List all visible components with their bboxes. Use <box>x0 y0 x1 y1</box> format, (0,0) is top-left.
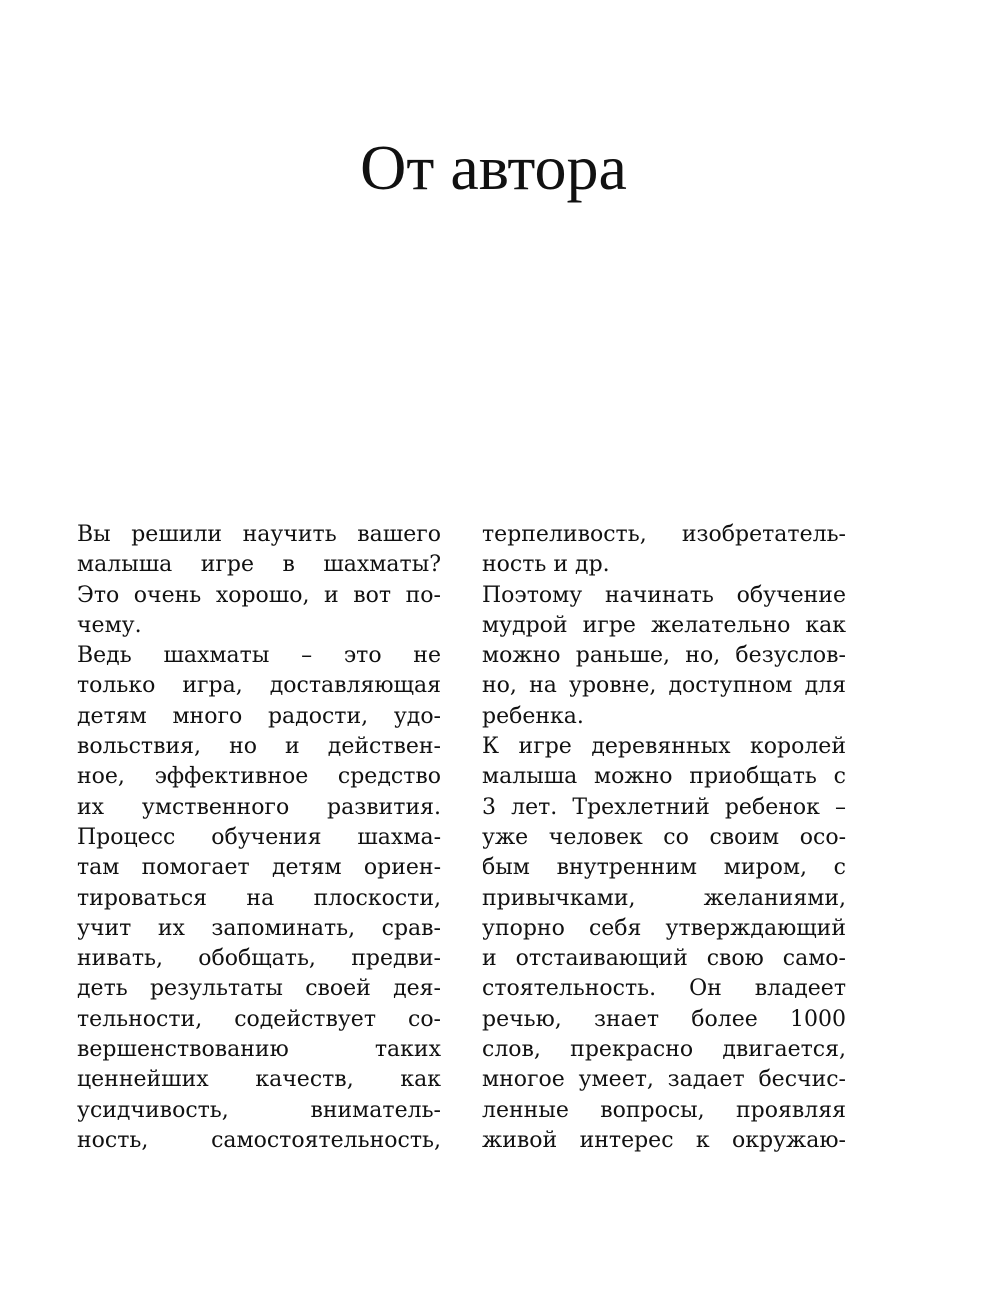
text-line: вершенствованию таких <box>77 1037 441 1063</box>
text-line: ность и др. <box>482 552 610 578</box>
text-line: К игре деревянных королей <box>482 734 846 760</box>
text-line: бым внутренним миром, с <box>482 855 846 881</box>
text-line: Это очень хорошо, и вот по- <box>77 582 441 608</box>
text-line: слов, прекрасно двигается, <box>482 1037 846 1063</box>
text-line: тироваться на плоскости, <box>77 885 441 911</box>
text-line: многое умеет, задает бесчис- <box>482 1067 846 1093</box>
text-line: и отстаивающий свою само- <box>482 946 846 972</box>
text-line: детям много радости, удо- <box>77 703 441 729</box>
text-line: но, на уровне, доступном для <box>482 673 846 699</box>
text-line: малыша игре в шахматы? <box>77 552 441 578</box>
text-line: малыша можно приобщать с <box>482 764 846 790</box>
text-line: уже человек со своим осо- <box>482 824 846 850</box>
text-line: Процесс обучения шахма- <box>77 824 441 850</box>
text-line: вольствия, но и действен- <box>77 734 441 760</box>
text-line: деть результаты своей дея- <box>77 976 441 1002</box>
text-line: ценнейших качеств, как <box>77 1067 441 1093</box>
text-line: ное, эффективное средство <box>77 764 441 790</box>
text-line: нивать, обобщать, предви- <box>77 946 441 972</box>
text-line: чему. <box>77 612 142 638</box>
text-line: терпеливость, изобретатель- <box>482 522 846 547</box>
text-line: там помогает детям ориен- <box>77 855 441 881</box>
text-line: мудрой игре желательно как <box>482 612 846 638</box>
text-line: их умственного развития. <box>77 794 441 820</box>
text-line: учит их запоминать, срав- <box>77 915 441 941</box>
text-line: 3 лет. Трехлетний ребенок – <box>482 794 846 820</box>
text-line: можно раньше, но, безуслов- <box>482 643 846 669</box>
text-line: Поэтому начинать обучение <box>482 582 846 608</box>
text-line: ность, самостоятельность, <box>77 1127 441 1153</box>
left-text-column <box>77 520 441 1156</box>
text-line: речью, знает более 1000 <box>482 1006 846 1032</box>
right-text-column <box>482 520 846 1156</box>
text-line: тельности, содействует со- <box>77 1006 441 1032</box>
text-line: стоятельность. Он владеет <box>482 976 846 1002</box>
text-line: ребенка. <box>482 703 584 729</box>
text-line: упорно себя утверждающий <box>482 915 846 941</box>
text-line: привычками, желаниями, <box>482 885 846 911</box>
text-line: Вы решили научить вашего <box>77 522 441 547</box>
text-line: усидчивость, вниматель- <box>77 1097 441 1123</box>
page-title: От автора <box>360 132 627 203</box>
text-line: живой интерес к окружаю- <box>482 1127 846 1153</box>
text-line: ленные вопросы, проявляя <box>482 1097 846 1123</box>
text-line: Ведь шахматы – это не <box>77 643 441 669</box>
text-line: только игра, доставляющая <box>77 673 441 699</box>
